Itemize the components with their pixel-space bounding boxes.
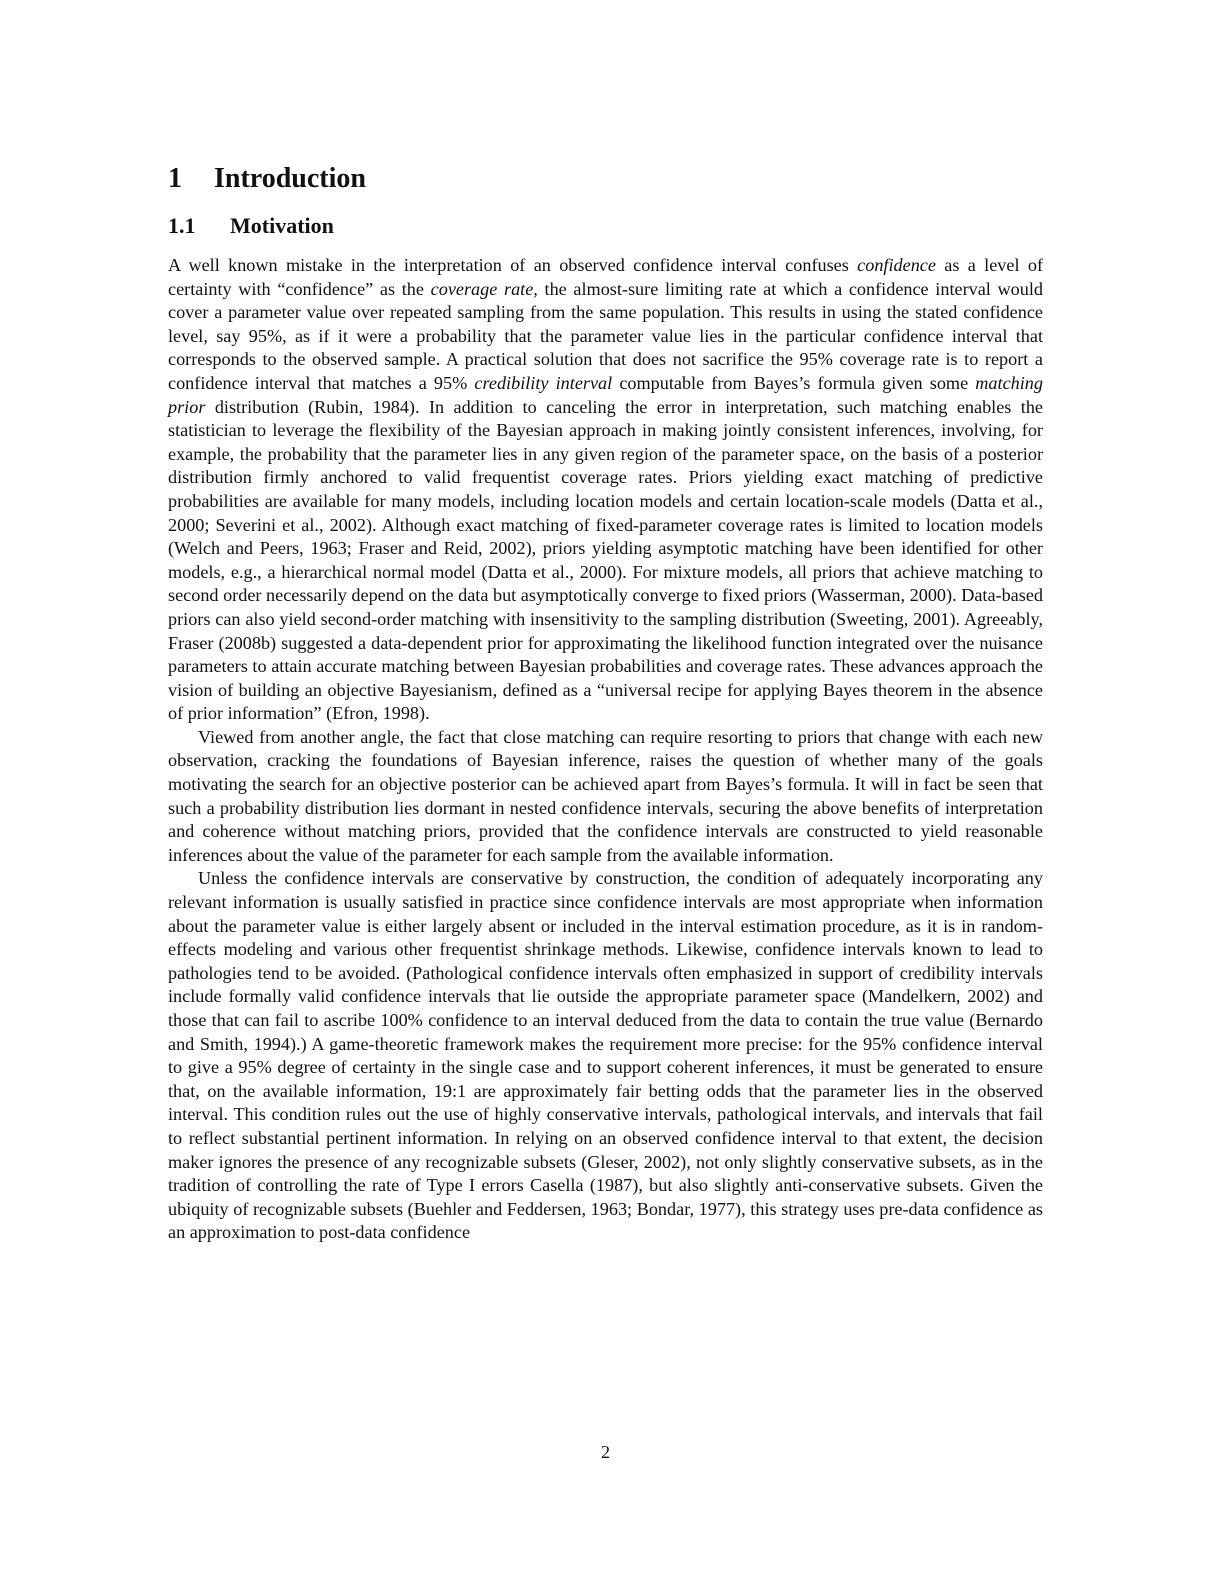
text-run: Viewed from another angle, the fact that close matching can require resorting to priors that change with each new observation, cracking the foundations of Bayesian inference, raises the question of whether many of the goals motivating the search for an objective posterior can be achieved apart from Bayes’s formula. It will in fact be seen that such a probability distribution lies dormant in nested confidence intervals, securing the above benefits of interpretation and coherence without matching priors, provided that the confidence intervals are constructed to yield reasonable inferences about the value of the parameter for each sample from the available information. (168, 726, 1043, 865)
section-heading (168, 162, 366, 196)
paragraph-2 (168, 726, 1043, 868)
page-number: 2 (600, 1442, 611, 1462)
italic-term: confidence (857, 255, 936, 275)
paragraph-1 (168, 254, 1043, 726)
text-run: distribution (Rubin, 1984). In addition to canceling the error in interpretation, such matching enables the statistician to leverage the flexibility of the Bayesian approach in making jointly consistent inferences, involving, for example, the probability that the parameter lies in any given region of the parameter space, on the basis of a posterior distribution firmly anchored to valid frequentist coverage rates. Priors yielding exact matching of predictive probabilities are available for many models, including location models and certain location-scale models (Datta et al., 2000; Severini et al., 2002). Although exact matching of fixed-parameter coverage rates is limited to location models (Welch and Peers, 1963; Fraser and Reid, 2002), priors yielding asymptotic matching have been identified for other models, e.g., a hierarchical normal model (Datta et al., 2000). For mixture models, all priors that achieve matching to second order necessarily depend on the data but asymptotically converge to fixed priors (Wasserman, 2000). Data-based priors can also yield second-order matching with insensitivity to the sampling distribution (Sweeting, 2001). Agreeably, Fraser (2008b) suggested a data-dependent prior for approximating the likelihood function integrated over the nuisance parameters to attain accurate matching between Bayesian probabilities and coverage rates. These advances approach the vision of building an objective Bayesianism, defined as a “universal recipe for applying Bayes theorem in the absence of prior information” (Efron, 1998). (168, 396, 1043, 724)
body-text (168, 254, 1043, 1245)
italic-term: credibility interval (474, 372, 613, 393)
subsection-title: Motivation (230, 213, 334, 238)
section-title: Introduction (214, 163, 366, 194)
paragraph-3 (168, 867, 1043, 1245)
section-number: 1 (168, 163, 182, 194)
subsection-number: 1.1 (168, 213, 196, 238)
text-run: as a level of certainty with “confidence” as the (168, 255, 1043, 299)
text-run: Unless the confidence intervals are conservative by construction, the condition of adequately incorporating any relevant information is usually satisfied in practice since confidence intervals are most appropriate when information about the parameter value is either largely absent or included in the interval estimation procedure, as it is in random-effects modeling and various other frequentist shrinkage methods. Likewise, confidence intervals known to lead to pathologies tend to be avoided. (Pathological confidence intervals often emphasized in support of credibility intervals include formally valid confidence intervals that lie outside the appropriate parameter space (Mandelkern, 2002) and those that can fail to ascribe 100% confidence to an interval deduced from the data to contain the true value (Bernardo and Smith, 1994).) A game-theoretic framework makes the requirement more precise: for the 95% confidence interval to give a 95% degree of certainty in the single case and to support coherent inferences, it must be generated to ensure that, on the available information, 19:1 are approximately fair betting odds that the parameter lies in the observed interval. This condition rules out the use of highly conservative intervals, pathological intervals, and intervals that fail to reflect substantial pertinent information. In relying on an observed confidence interval to that extent, the decision maker ignores the presence of any recognizable subsets (Gleser, 2002), not only slightly conservative subsets, as in the tradition of controlling the rate of Type I errors Casella (1987), but also slightly anti-conservative subsets. Given the ubiquity of recognizable subsets (Buehler and Feddersen, 1963; Bondar, 1977), this strategy uses pre-data confidence as an approximation to post-data confidence (168, 868, 1043, 1243)
text-run: computable from Bayes’s formula given some (612, 372, 976, 393)
italic-term: coverage rate (430, 278, 534, 299)
italic-term: matching prior (168, 372, 1043, 417)
text-run: , the almost-sure limiting rate at which a confidence interval would cover a parameter value over repeated sampling from the same population. This results in using the stated confidence level, say 95%, as if it were a probability that the parameter value lies in the particular confidence interval that corresponds to the observed sample. A practical solution that does not sacrifice the 95% coverage rate is to report a confidence interval that matches a 95% (168, 278, 1044, 393)
subsection-heading (168, 212, 334, 240)
text-run: A well known mistake in the interpretation of an observed confidence interval confuses (168, 255, 858, 275)
